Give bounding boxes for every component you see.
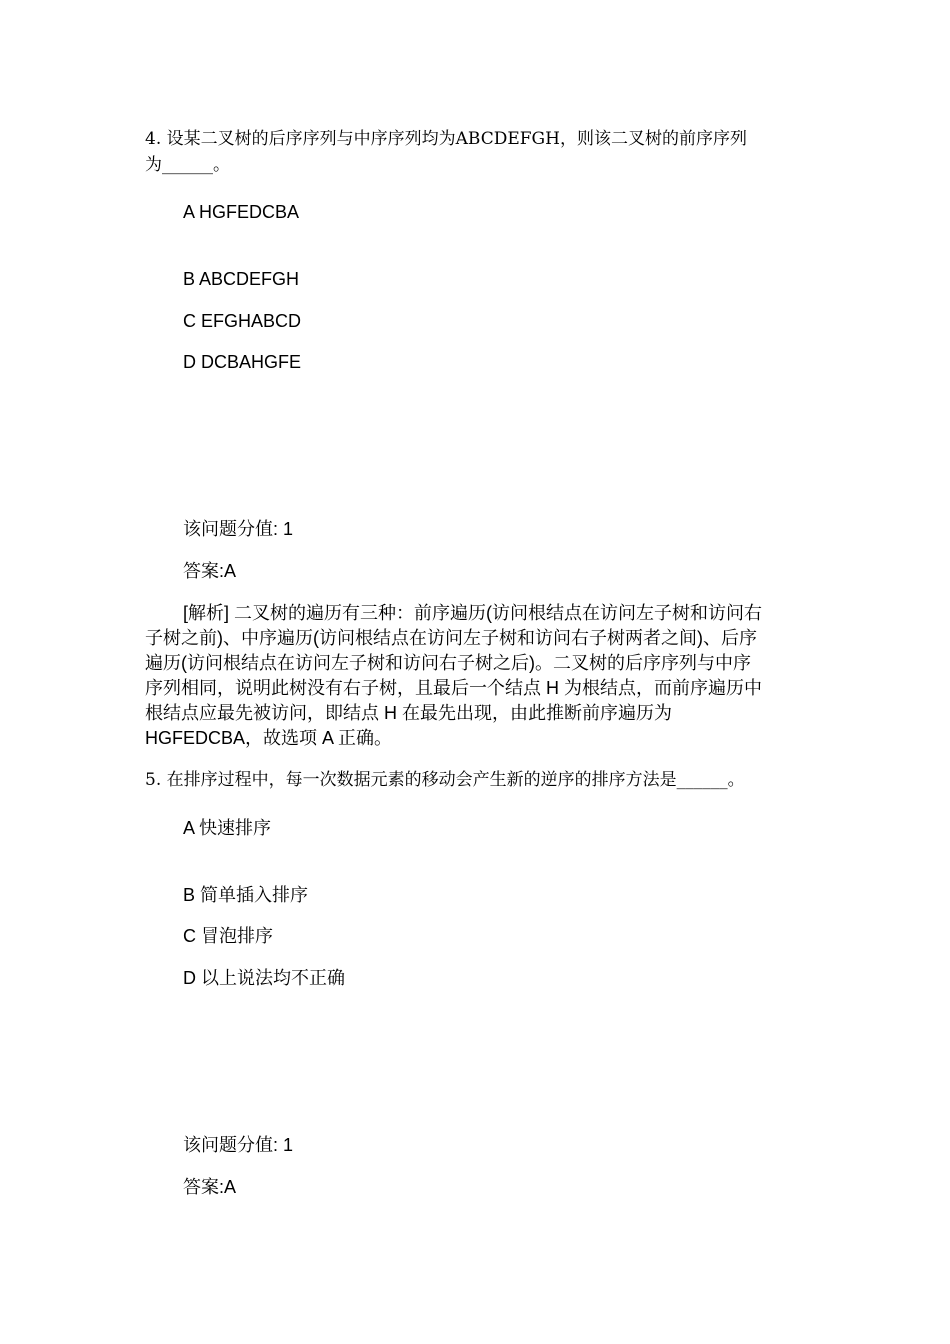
- q5-option-b: B 简单插入排序: [183, 885, 309, 905]
- q4-stem-line-2: 为______。: [145, 155, 230, 175]
- q5-answer: 答案:A: [183, 1177, 237, 1197]
- q5-option-d: D 以上说法均不正确: [183, 968, 345, 988]
- q5-option-c: C 冒泡排序: [183, 926, 273, 946]
- q4-explanation-line-3: 遍历(访问根结点在访问左子树和访问右子树之后)。二叉树的后序序列与中序: [145, 653, 751, 673]
- q4-option-d: D DCBAHGFE: [183, 352, 302, 372]
- q5-score: 该问题分值: 1: [183, 1135, 294, 1155]
- q4-option-a: A HGFEDCBA: [183, 202, 300, 222]
- q4-explanation-line-1: [解析] 二叉树的遍历有三种：前序遍历(访问根结点在访问左子树和访问右: [183, 603, 762, 623]
- q4-score: 该问题分值: 1: [183, 519, 294, 539]
- q5-option-a: A 快速排序: [183, 818, 272, 838]
- q4-explanation-line-4: 序列相同，说明此树没有右子树，且最后一个结点 H 为根结点，而前序遍历中: [145, 678, 762, 698]
- q5-stem-line-1: 5. 在排序过程中，每一次数据元素的移动会产生新的逆序的排序方法是______。: [145, 770, 745, 790]
- q4-explanation-line-2: 子树之前)、中序遍历(访问根结点在访问左子树和访问右子树两者之间)、后序: [145, 628, 757, 648]
- q4-explanation-line-6: HGFEDCBA，故选项 A 正确。: [145, 728, 393, 748]
- q4-stem-line-1: 4. 设某二叉树的后序序列与中序序列均为ABCDEFGH，则该二叉树的前序序列: [145, 129, 747, 149]
- q4-answer: 答案:A: [183, 561, 237, 581]
- q4-option-c: C EFGHABCD: [183, 311, 302, 331]
- q4-explanation-line-5: 根结点应最先被访问，即结点 H 在最先出现，由此推断前序遍历为: [145, 703, 672, 723]
- q4-option-b: B ABCDEFGH: [183, 269, 300, 289]
